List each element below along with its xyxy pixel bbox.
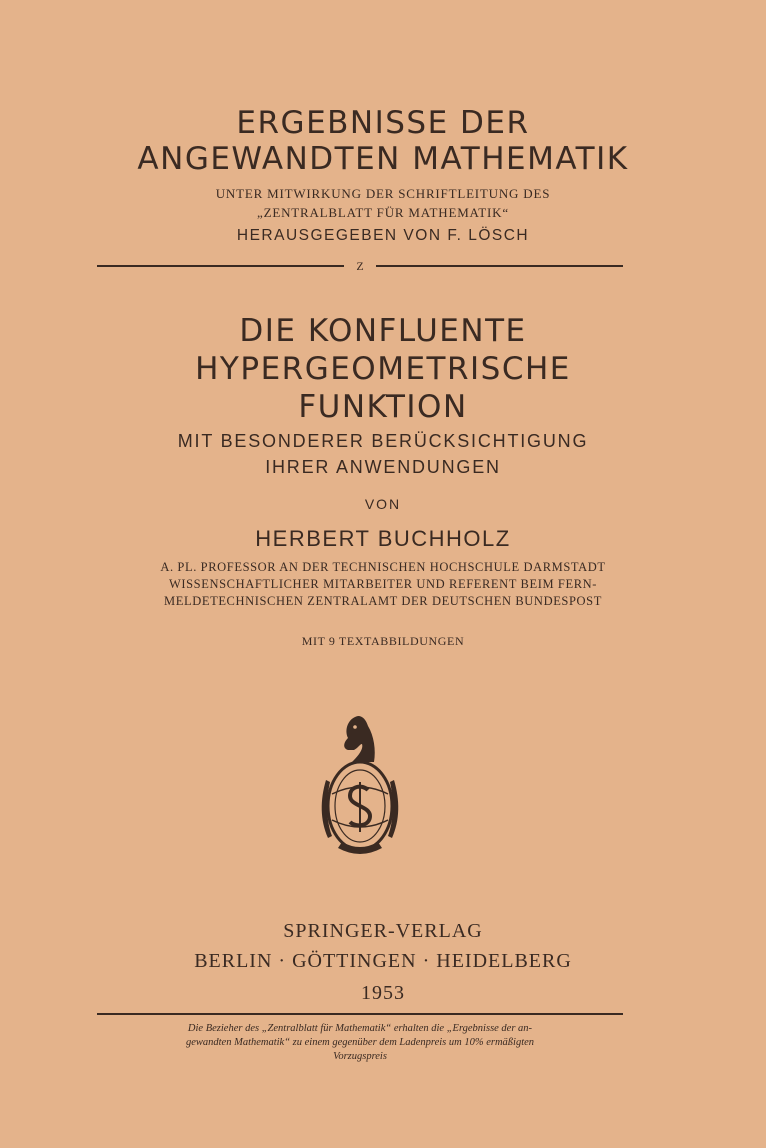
divider-rule-right <box>376 265 623 267</box>
author-affiliation-line1: A. PL. PROFESSOR AN DER TECHNISCHEN HOCHSCHULE DARMSTADT <box>160 560 606 574</box>
footnote-line1: Die Bezieher des „Zentralblatt für Mathematik“ erhalten die „Ergebnisse der an- <box>187 1023 533 1034</box>
book-title-line3: FUNKTION <box>298 389 468 425</box>
series-title-line1: ERGEBNISSE DER <box>236 105 530 141</box>
series-editor: HERAUSGEGEBEN VON F. LÖSCH <box>236 227 530 244</box>
publisher-cities: BERLIN · GÖTTINGEN · HEIDELBERG <box>194 950 572 972</box>
subscriber-footnote <box>97 1022 623 1064</box>
author-name: HERBERT BUCHHOLZ <box>255 526 511 551</box>
springer-knight-logo-icon <box>318 710 448 865</box>
volume-number: Z <box>356 258 364 273</box>
book-subtitle-line1: MIT BESONDERER BERÜCKSICHTIGUNG <box>177 431 589 451</box>
series-title-line2: ANGEWANDTEN MATHEMATIK <box>137 141 629 177</box>
footnote-line3: Vorzugspreis <box>333 1051 387 1062</box>
series-collab-line2: „ZENTRALBLATT FÜR MATHEMATIK“ <box>257 205 509 220</box>
footnote-line2: gewandten Mathematik“ zu einem gegenüber dem Ladenpreis um 10% ermäßigten <box>185 1037 535 1048</box>
book-title-line2: HYPERGEOMETRISCHE <box>195 351 571 387</box>
author-affiliation-line3: MELDETECHNISCHEN ZENTRALAMT DER DEUTSCHEN BUNDESPOST <box>164 594 602 608</box>
author-affiliation-line2: WISSENSCHAFTLICHER MITARBEITER UND REFERENT BEIM FERN- <box>168 577 598 591</box>
book-subtitle-line2: IHRER ANWENDUNGEN <box>265 457 501 477</box>
footer-rule <box>97 1013 623 1015</box>
volume-divider <box>97 259 623 273</box>
book-title-line1: DIE KONFLUENTE <box>239 313 527 349</box>
publication-year: 1953 <box>361 982 405 1004</box>
divider-rule-left <box>97 265 344 267</box>
series-collab-line1: UNTER MITWIRKUNG DER SCHRIFTLEITUNG DES <box>215 186 551 201</box>
illustrations-note: MIT 9 TEXTABBILDUNGEN <box>301 634 465 648</box>
publisher-name: SPRINGER-VERLAG <box>283 920 483 942</box>
by-label: VON <box>364 496 402 512</box>
